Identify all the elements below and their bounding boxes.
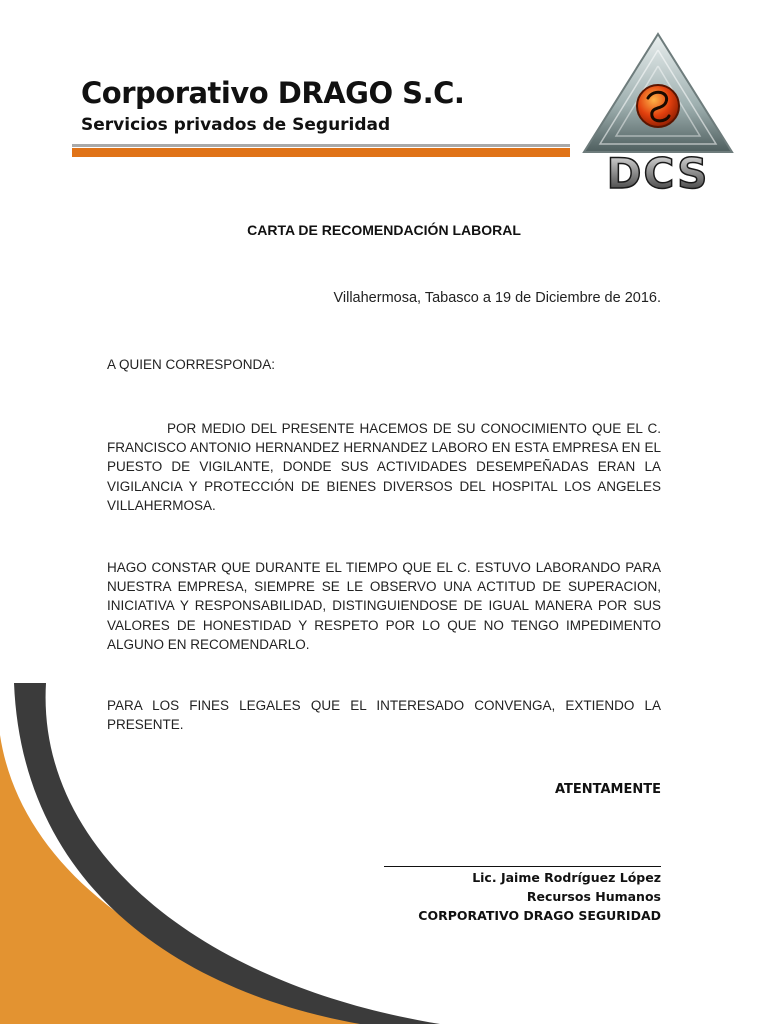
salutation: A QUIEN CORRESPONDA: [107, 357, 276, 372]
company-name: Corporativo DRAGO S.C. [81, 76, 465, 110]
company-tagline: Servicios privados de Seguridad [81, 115, 391, 135]
document-title: CARTA DE RECOMENDACIÓN LABORAL [247, 222, 521, 238]
company-logo [580, 28, 736, 198]
body-paragraph: POR MEDIO DEL PRESENTE HACEMOS DE SU CONOCIMIENTO QUE EL C. FRANCISCO ANTONIO HERNANDEZ HERNANDEZ LABORO EN ESTA EMPRESA EN EL PUESTO DE VIGILANTE, DONDE SUS ACTIVIDADES DESEMPEÑADAS ERAN LA VIGILANCIA Y PROTECCIÓN DE BIENES DIVERSOS DEL HOSPITAL LOS ANGELES VILLAHERMOSA. [107, 421, 661, 513]
signer-company: CORPORATIVO DRAGO SEGURIDAD [418, 908, 661, 923]
header-rule-orange [72, 148, 570, 157]
signer-department: Recursos Humanos [526, 889, 661, 904]
signer-name: Lic. Jaime Rodríguez López [472, 870, 661, 885]
orange-swoosh-shape [0, 735, 405, 1024]
logo-letters: DCS [606, 149, 710, 198]
closing-text: ATENTAMENTE [554, 782, 661, 797]
body-paragraph: PARA LOS FINES LEGALES QUE EL INTERESADO CONVENGA, EXTIENDO LA PRESENTE. [107, 698, 661, 733]
body-paragraph: HAGO CONSTAR QUE DURANTE EL TIEMPO QUE EL C. ESTUVO LABORANDO PARA NUESTRA EMPRESA, SIEMPRE SE LE OBSERVO UNA ACTITUD DE SUPERACION, INICIATIVA Y RESPONSABILIDAD, DISTINGUIENDOSE DE IGUAL MANERA POR SUS VALORES DE HONESTIDAD Y RESPETO POR LO QUE NO TENGO IMPEDIMENTO ALGUNO EN RECOMENDARLO. [107, 560, 661, 652]
header-rule-gray [72, 144, 570, 147]
place-and-date: Villahermosa, Tabasco a 19 de Diciembre de 2016. [333, 290, 661, 306]
signature-line [384, 866, 661, 867]
